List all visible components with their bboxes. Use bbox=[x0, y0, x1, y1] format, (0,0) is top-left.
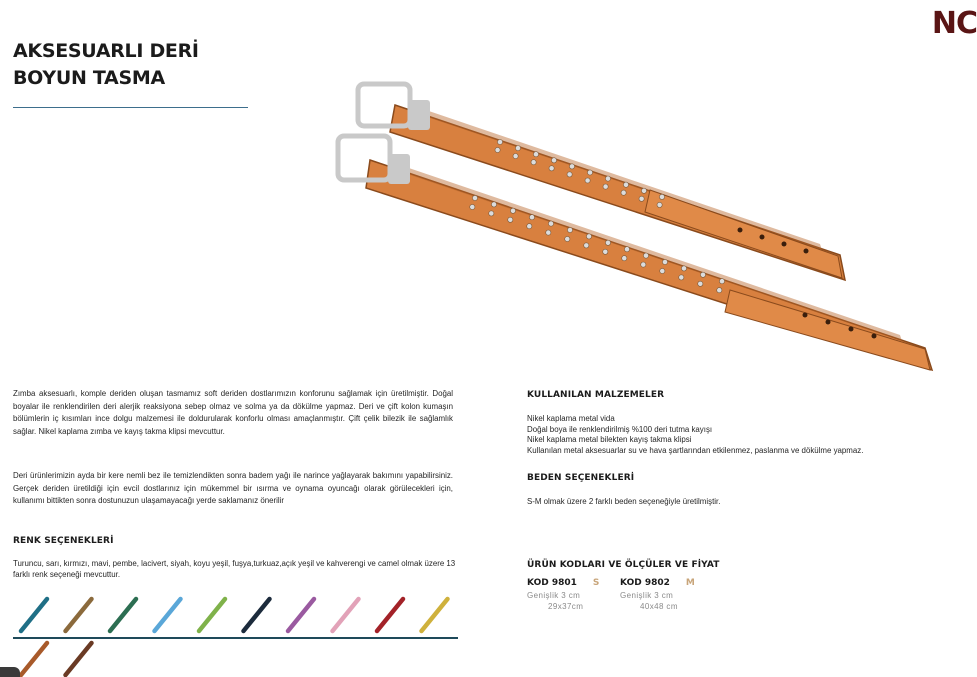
stud bbox=[605, 176, 610, 181]
materials-list bbox=[527, 414, 967, 456]
stud bbox=[603, 184, 608, 189]
colors-text: Turuncu, sarı, kırmızı, mavi, pembe, lacivert, siyah, koyu yeşil, fuşya,turkuaz,açık yeşil ve kahverengi ve camel olmak üzere 13 farklı renk seçeneği mevcuttur. bbox=[13, 559, 456, 579]
product-length: 40x48 cm bbox=[640, 602, 678, 611]
stud bbox=[497, 139, 502, 144]
product-code: KOD 9802 bbox=[620, 578, 670, 588]
product-code-9802 bbox=[620, 578, 695, 588]
stud bbox=[531, 160, 536, 165]
product-size: M bbox=[685, 578, 695, 588]
description-paragraph-2: Deri ürünlerimizin ayda bir kere nemli bez ile temizlendikten sonra badem yağı ile narince yağlayarak bakımını yapabilirsiniz. Gerçek deriden üretildiği için evcil dostlarınız için mükemmel bir ısırma ve oynama oyuncağı olarak görülecekleri için, kullanımı bittikten sonra dostunuzun ulaşamayacağı yerde saklamanız önerilir bbox=[13, 471, 453, 506]
stud bbox=[548, 221, 553, 226]
color-swatch bbox=[21, 643, 47, 675]
stud bbox=[527, 224, 532, 229]
materials-item: Doğal boya ile renklendirilmiş %100 deri tutma kayışı bbox=[527, 424, 713, 434]
materials-heading: KULLANILAN MALZEMELER bbox=[527, 390, 665, 400]
stud bbox=[639, 196, 644, 201]
sizes-heading: BEDEN SEÇENEKLERİ bbox=[527, 473, 635, 483]
stud bbox=[662, 259, 667, 264]
colors-heading: RENK SEÇENEKLERİ bbox=[13, 536, 114, 546]
stud bbox=[567, 227, 572, 232]
product-code-9801 bbox=[527, 578, 599, 588]
stud bbox=[621, 190, 626, 195]
stud bbox=[567, 172, 572, 177]
stud bbox=[641, 188, 646, 193]
title-divider bbox=[13, 107, 248, 108]
stud bbox=[549, 166, 554, 171]
stud bbox=[510, 208, 515, 213]
stud bbox=[719, 279, 724, 284]
product-code: KOD 9801 bbox=[527, 578, 577, 588]
product-width: Genişlik 3 cm bbox=[620, 591, 674, 600]
stud bbox=[681, 266, 686, 271]
stud bbox=[513, 154, 518, 159]
stud bbox=[551, 158, 556, 163]
stud bbox=[491, 202, 496, 207]
stud bbox=[624, 247, 629, 252]
stud bbox=[586, 234, 591, 239]
stud bbox=[529, 215, 534, 220]
stud bbox=[657, 202, 662, 207]
stud bbox=[622, 256, 627, 261]
description-paragraph-1: Zımba aksesuarlı, komple deriden oluşan tasmamız soft deriden dostlarımızın konforunu sağlamak için üretilmiştir. Doğal boyalar ile renklendirilen deri alerjik reaksiyona sebep olmaz ve solma ya da dökülme yapmaz. Deri ve çift kolon kumaşın bölümlerin iç kısımları ince dolgu malzemesi ile doldurularak konforlu olması amaçlanmıştır. Çift çelik bilezik ile sağlamlık sağlar. Nikel kaplama zımba ve kayış takma klipsi mevcuttur. bbox=[13, 389, 453, 436]
stud bbox=[605, 240, 610, 245]
color-swatch bbox=[288, 599, 314, 631]
stud bbox=[569, 164, 574, 169]
materials-item: Kullanılan metal aksesuarlar su ve hava şartlarından etkilenmez, paslanma ve dökülme yapmaz. bbox=[527, 445, 864, 455]
keeper-lower bbox=[388, 154, 410, 184]
product-size: S bbox=[592, 578, 600, 588]
page-title: AKSESUARLI DERİ BOYUN TASMA bbox=[13, 40, 199, 89]
color-swatches bbox=[13, 593, 458, 677]
materials-item: Nikel kaplama metal bilekten kayış takma klipsi bbox=[527, 435, 692, 445]
stud bbox=[515, 146, 520, 151]
stud bbox=[660, 268, 665, 273]
stud bbox=[603, 249, 608, 254]
stud bbox=[495, 147, 500, 152]
stud bbox=[700, 272, 705, 277]
stud bbox=[489, 211, 494, 216]
brand-logo: NC bbox=[931, 6, 977, 41]
materials-item: Nikel kaplama metal vida bbox=[527, 414, 615, 423]
product-length: 29x37cm bbox=[548, 602, 584, 611]
swatch-divider bbox=[13, 637, 458, 639]
color-swatch bbox=[66, 643, 92, 675]
stud bbox=[641, 262, 646, 267]
color-swatch bbox=[66, 599, 92, 631]
color-swatch bbox=[244, 599, 270, 631]
stud bbox=[679, 275, 684, 280]
sizes-text: S-M olmak üzere 2 farklı beden seçeneğiyle üretilmiştir. bbox=[527, 497, 721, 506]
color-swatch bbox=[21, 599, 47, 631]
keeper-upper bbox=[408, 100, 430, 130]
stud bbox=[533, 152, 538, 157]
color-swatch bbox=[377, 599, 403, 631]
products-heading: ÜRÜN KODLARI VE ÖLÇÜLER VE FİYAT bbox=[527, 560, 720, 570]
color-swatch bbox=[199, 599, 225, 631]
stud bbox=[508, 217, 513, 222]
corner-tab bbox=[0, 667, 20, 677]
stud bbox=[565, 236, 570, 241]
stud bbox=[717, 288, 722, 293]
collar-product-image bbox=[300, 70, 950, 390]
color-swatch bbox=[155, 599, 181, 631]
stud bbox=[623, 182, 628, 187]
color-swatch bbox=[333, 599, 359, 631]
stud bbox=[470, 204, 475, 209]
color-swatch bbox=[110, 599, 136, 631]
stud bbox=[546, 230, 551, 235]
stud bbox=[584, 243, 589, 248]
stud bbox=[472, 195, 477, 200]
product-width: Genişlik 3 cm bbox=[527, 591, 581, 600]
stud bbox=[643, 253, 648, 258]
stud bbox=[587, 170, 592, 175]
stud bbox=[585, 178, 590, 183]
stud bbox=[659, 194, 664, 199]
color-swatch bbox=[422, 599, 448, 631]
stud bbox=[698, 281, 703, 286]
